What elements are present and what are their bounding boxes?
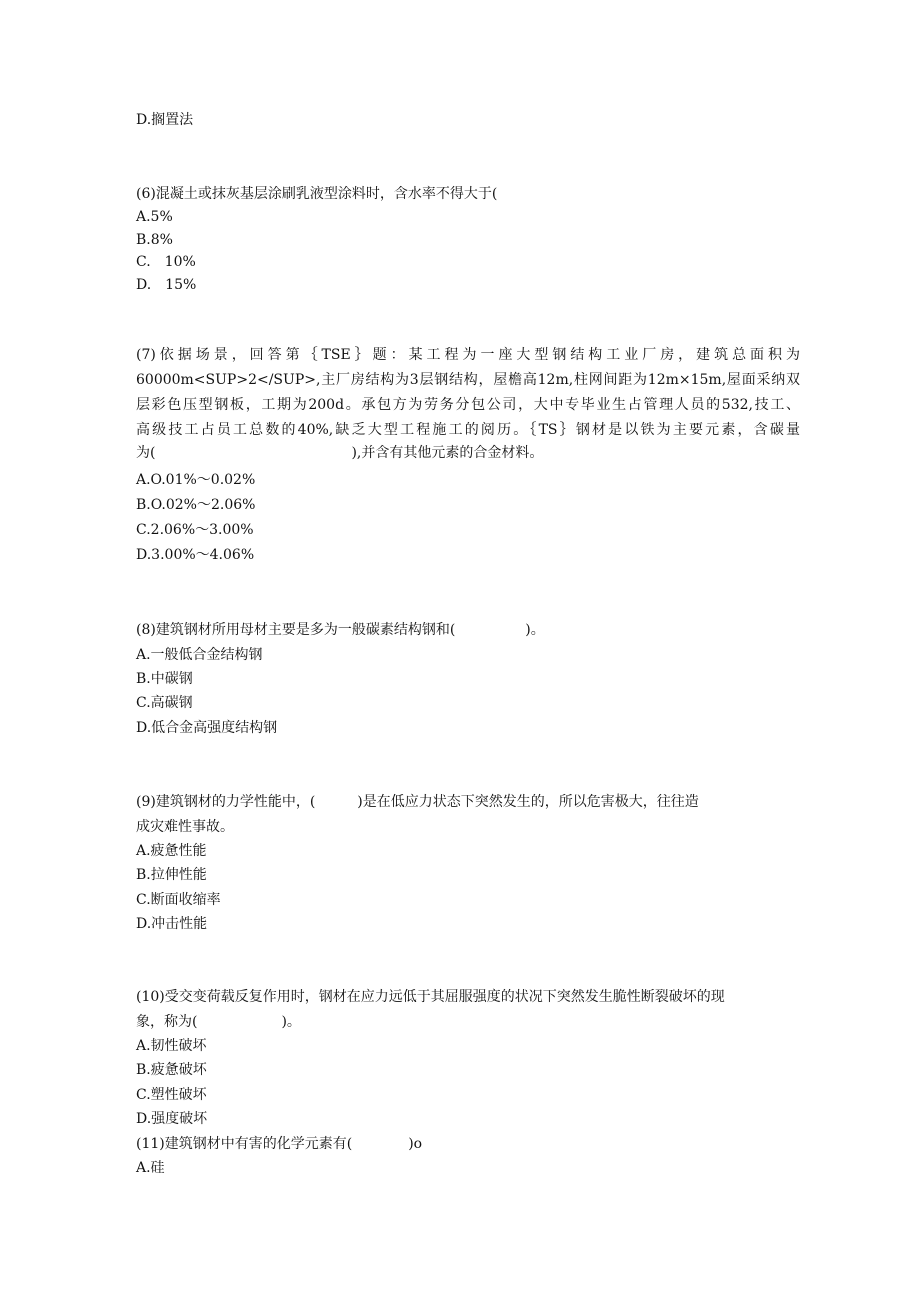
option-line: D. 15% — [136, 277, 197, 293]
option-line: B.8% — [136, 232, 173, 248]
question-7-stem: 60000m<SUP>2</SUP>,主厂房结构为3层钢结构，屋檐高12m,柱网间距为12m×15m,屋面采纳双 — [136, 372, 800, 388]
option-line: A.5% — [136, 209, 173, 225]
question-10-stem: 象，称为( )。 — [136, 1014, 301, 1030]
option-line: A.韧性破坏 — [136, 1038, 207, 1054]
option-line: D.冲击性能 — [136, 916, 208, 932]
option-line: A.硅 — [136, 1160, 165, 1176]
option-line: D.3.00%～4.06% — [136, 547, 255, 563]
option-line: B.O.02%～2.06% — [136, 497, 256, 513]
option-line: D.强度破坏 — [136, 1111, 208, 1127]
question-7-stem: 层彩色压型钢板，工期为200d。承包方为劳务分包公司，大中专毕业生占管理人员的532,技工、 — [136, 397, 800, 413]
question-10-stem: (10)受交变荷载反复作用时，钢材在应力远低于其屈服强度的状况下突然发生脆性断裂破坏的现 — [136, 989, 725, 1005]
option-line: C.断面收缩率 — [136, 892, 221, 908]
question-7-stem: (7)依据场景，回答第｛TSE｝题：某工程为一座大型钢结构工业厂房，建筑总面积为 — [136, 347, 800, 363]
question-7-stem: 为( ),并含有其他元素的合金材料。 — [136, 445, 544, 461]
option-line: C.2.06%～3.00% — [136, 522, 254, 538]
question-6-stem: (6)混凝土或抹灰基层涂刷乳液型涂料时，含水率不得大于( — [136, 186, 498, 202]
question-8-stem: (8)建筑钢材所用母材主要是多为一般碳素结构钢和( )。 — [136, 622, 545, 638]
option-line: C.高碳钢 — [136, 695, 193, 711]
option-line: A.一般低合金结构钢 — [136, 647, 263, 663]
text-line: D.搁置法 — [136, 112, 194, 128]
option-line: C.塑性破坏 — [136, 1087, 207, 1103]
option-line: D.低合金高强度结构钢 — [136, 720, 278, 736]
option-line: C. 10% — [136, 254, 196, 270]
question-9-stem: 成灾难性事故。 — [136, 819, 234, 835]
question-9-stem: (9)建筑钢材的力学性能中，( )是在低应力状态下突然发生的，所以危害极大，往往造 — [136, 794, 699, 810]
question-11-stem: (11)建筑钢材中有害的化学元素有( )o — [136, 1136, 423, 1152]
option-line: A.O.01%～0.02% — [136, 472, 256, 488]
option-line: B.疲惫破坏 — [136, 1062, 207, 1078]
option-line: B.拉伸性能 — [136, 867, 207, 883]
option-line: B.中碳钢 — [136, 671, 193, 687]
question-7-stem: 高级技工占员工总数的40%,缺乏大型工程施工的阅历。｛TS｝钢材是以铁为主要元素，含碳量 — [136, 422, 800, 438]
option-line: A.疲惫性能 — [136, 843, 207, 859]
